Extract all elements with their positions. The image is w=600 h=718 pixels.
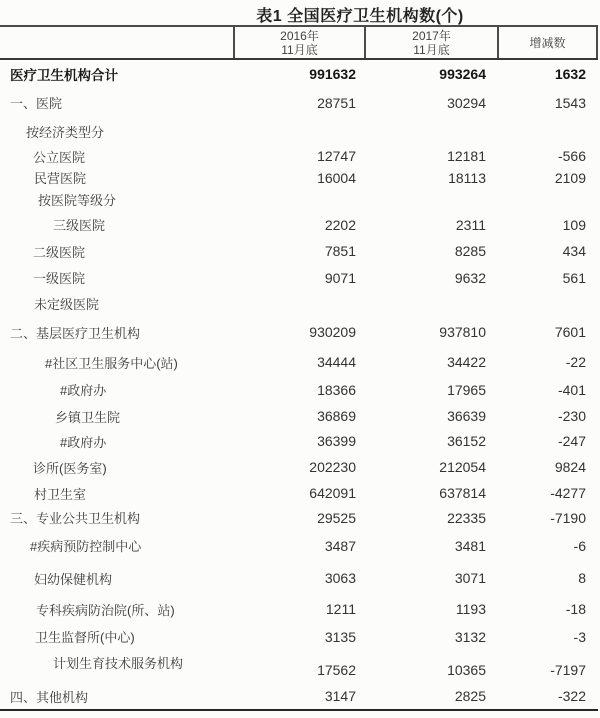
value-2016: 16004	[317, 169, 356, 186]
header-2016-line1: 2016年	[280, 28, 319, 43]
table-row	[0, 187, 598, 211]
table-row	[0, 481, 598, 505]
row-label: #疾病预防控制中心	[30, 539, 142, 554]
table-row	[0, 264, 598, 291]
value-change: 7601	[554, 324, 586, 340]
value-2017: 212054	[439, 459, 486, 475]
table-row	[0, 118, 598, 144]
table-row	[0, 453, 598, 481]
table-row	[0, 168, 598, 187]
value-2016: 2202	[324, 216, 356, 233]
value-change: -4277	[550, 485, 586, 501]
table-row	[0, 144, 598, 168]
header-2016-cell	[233, 27, 364, 58]
value-change: -247	[557, 433, 586, 449]
value-2016: 991632	[309, 65, 356, 82]
row-label: 二、基层医疗卫生机构	[10, 325, 141, 341]
table-row	[0, 683, 598, 709]
header-2016-line2: 11月底	[281, 42, 318, 57]
value-change: -6	[573, 537, 586, 554]
value-2016: 34444	[317, 354, 356, 370]
row-label: 按医院等级分	[38, 192, 117, 208]
table-row	[0, 429, 598, 453]
value-change: 109	[562, 216, 586, 233]
value-2017: 30294	[447, 94, 486, 111]
table-row	[0, 316, 598, 348]
value-2017: 36152	[447, 433, 486, 449]
row-label: #政府办	[60, 434, 107, 450]
row-label: 未定级医院	[34, 297, 100, 312]
value-2016: 3487	[324, 537, 356, 554]
value-change: 1543	[554, 94, 586, 111]
row-label: 诊所(医务室)	[33, 460, 107, 476]
table-row	[0, 348, 598, 376]
value-2016: 36869	[317, 408, 356, 424]
value-change: -22	[565, 354, 586, 370]
value-2016: 18366	[317, 381, 356, 398]
value-change: 434	[562, 243, 586, 259]
value-2016: 29525	[317, 509, 356, 526]
value-2016: 202230	[309, 459, 356, 475]
value-change: 561	[562, 269, 586, 286]
row-label: 乡镇卫生院	[55, 409, 121, 425]
value-2016: 3063	[324, 570, 356, 586]
value-change: -18	[565, 601, 586, 617]
row-label: 四、其他机构	[10, 689, 89, 705]
row-label: 医疗卫生机构合计	[10, 67, 118, 83]
header-change-cell	[497, 27, 598, 58]
value-2016: 3147	[324, 688, 356, 704]
table-row	[0, 238, 598, 264]
table-row	[0, 211, 598, 238]
header-stub-cell	[0, 27, 233, 58]
table-row	[0, 403, 598, 429]
value-2017: 2825	[454, 688, 486, 704]
value-change: -230	[557, 408, 586, 424]
value-2017: 937810	[439, 324, 486, 340]
value-2017: 10365	[447, 662, 486, 678]
value-2016: 3135	[324, 628, 356, 645]
row-label: 三级医院	[53, 218, 106, 233]
value-2017: 9632	[454, 269, 486, 286]
value-2017: 993264	[439, 65, 486, 82]
header-change-label: 增减数	[529, 35, 566, 50]
row-label: 三、专业公共卫生机构	[10, 511, 141, 526]
value-2017: 1193	[455, 601, 486, 617]
value-2017: 3071	[454, 570, 486, 586]
value-2017: 36639	[447, 408, 486, 424]
value-change: 2109	[554, 169, 586, 186]
value-change: 8	[578, 570, 586, 586]
table-row	[0, 595, 598, 623]
row-label: 按经济类型分	[26, 124, 105, 140]
table-row	[0, 530, 598, 561]
value-2017: 22335	[447, 509, 486, 526]
value-2016: 930209	[309, 324, 356, 340]
value-2017: 3481	[454, 537, 486, 554]
table-row	[0, 60, 598, 87]
value-2016: 1211	[325, 601, 356, 617]
row-label: 计划生育技术服务机构	[53, 656, 184, 671]
row-label: 妇幼保健机构	[34, 571, 113, 587]
table-row	[0, 650, 598, 683]
value-2016: 9071	[324, 269, 356, 286]
table-row	[0, 505, 598, 530]
value-2016: 36399	[317, 433, 356, 449]
row-label: 民营医院	[34, 171, 87, 186]
header-2017-line2: 11月底	[413, 42, 450, 57]
value-2016: 17562	[317, 662, 356, 678]
value-2017: 2311	[455, 216, 486, 233]
table-row	[0, 87, 598, 118]
table-title: 表1 全国医疗卫生机构数(个)	[256, 8, 464, 25]
value-change: -566	[557, 148, 586, 164]
value-2016: 28751	[317, 94, 356, 111]
row-label: 一、医院	[10, 96, 63, 111]
row-label: 一级医院	[33, 271, 86, 286]
value-2017: 8285	[454, 243, 486, 259]
row-label: 专科疾病防治院(所、站)	[36, 602, 175, 618]
value-2016: 642091	[309, 485, 356, 501]
value-2016: 12747	[317, 148, 356, 164]
table-row	[0, 376, 598, 403]
value-2016: 7851	[324, 243, 356, 259]
table-row	[0, 623, 598, 650]
row-label: 二级医院	[33, 244, 86, 260]
value-2017: 12181	[447, 148, 486, 164]
table-header-row	[0, 27, 598, 58]
value-change: -7197	[550, 662, 586, 678]
table-body	[0, 60, 598, 709]
value-2017: 3132	[454, 628, 486, 645]
row-label: 村卫生室	[34, 486, 87, 502]
table-bottom-rule	[0, 709, 598, 711]
value-2017: 34422	[447, 354, 486, 370]
statistics-table	[0, 25, 598, 711]
header-2017-line1: 2017年	[412, 28, 451, 43]
value-change: -3	[573, 628, 586, 645]
table-row	[0, 561, 598, 595]
row-label: 卫生监督所(中心)	[35, 630, 135, 645]
value-change: -322	[557, 688, 586, 704]
value-change: 9824	[554, 459, 586, 475]
value-change: -401	[557, 381, 586, 398]
header-2017-cell	[364, 27, 497, 58]
value-change: 1632	[554, 65, 586, 82]
table-row	[0, 291, 598, 316]
value-2017: 17965	[447, 381, 486, 398]
row-label: #政府办	[60, 383, 107, 398]
row-label: #社区卫生服务中心(站)	[45, 355, 178, 371]
value-2017: 637814	[439, 485, 486, 501]
row-label: 公立医院	[33, 149, 86, 165]
value-2017: 18113	[448, 169, 486, 186]
value-change: -7190	[550, 509, 586, 526]
